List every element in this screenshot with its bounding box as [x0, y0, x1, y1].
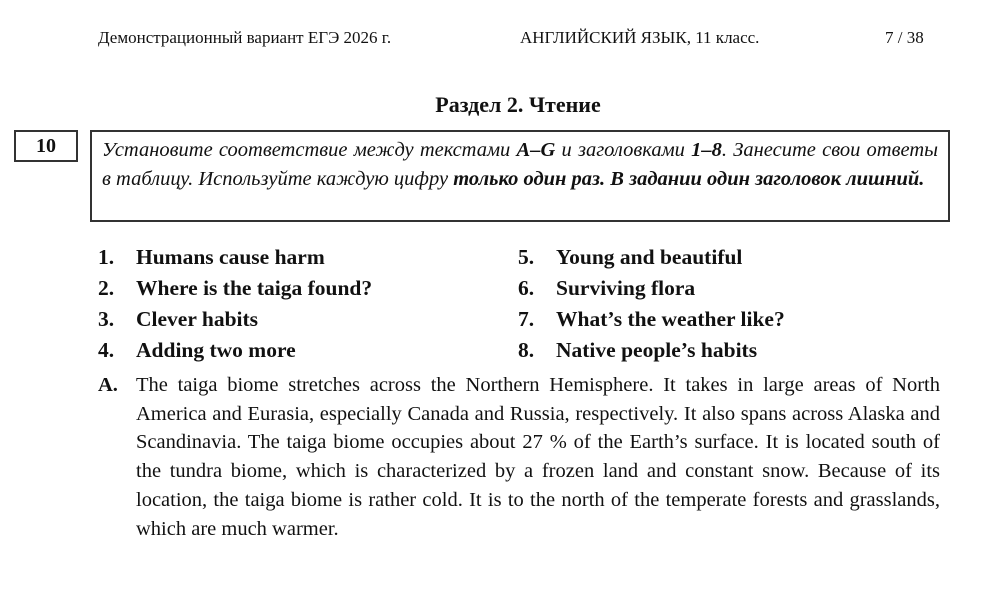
- heading-number: 5.: [518, 245, 535, 269]
- heading-item: [518, 273, 695, 304]
- heading-item: [98, 304, 258, 335]
- heading-item: [518, 335, 757, 366]
- text-body: The taiga biome stretches across the Northern Hemisphere. It takes in large areas of North America and Eurasia, especially Canada and Russia, respectively. It also spans across Alaska and Scandinavia. The taiga biome occupies about 27 % of the Earth’s surface. It is located south of the tundra biome, which is characterized by a frozen land and constant snow. Because of its location, the taiga biome is rather cold. It is to the north of the temperate forests and grasslands, which are much warmer.: [136, 374, 940, 540]
- instruction-text: . Занесите свои ответы в таблицу. Используйте каждую цифру: [102, 139, 939, 190]
- heading-text: Native people’s habits: [556, 338, 758, 362]
- heading-item: [98, 242, 325, 273]
- instruction-emphasis: только один раз. В задании один заголовок лишний.: [453, 168, 925, 190]
- heading-text: Surviving flora: [556, 276, 696, 300]
- text-letter: A.: [98, 374, 118, 396]
- heading-text: Where is the taiga found?: [136, 276, 373, 300]
- heading-number: 4.: [98, 338, 115, 362]
- subject-title: АНГЛИЙСКИЙ ЯЗЫК, 11 класс.: [520, 28, 760, 47]
- instruction-text: и заголовками: [555, 139, 692, 161]
- heading-item: [518, 304, 785, 335]
- task-instruction: [90, 130, 950, 222]
- heading-number: 7.: [518, 307, 535, 331]
- task-number: 10: [14, 130, 78, 162]
- heading-number: 6.: [518, 276, 535, 300]
- instruction-text-range: A–G: [516, 139, 556, 161]
- heading-text: Clever habits: [136, 307, 259, 331]
- instruction-heading-range: 1–8: [691, 139, 722, 161]
- page-header: [0, 28, 1000, 52]
- page-number: 7 / 38: [885, 28, 924, 47]
- heading-item: [98, 335, 296, 366]
- heading-number: 1.: [98, 245, 115, 269]
- heading-text: Adding two more: [136, 338, 296, 362]
- heading-number: 3.: [98, 307, 115, 331]
- heading-item: [518, 242, 742, 273]
- exam-title: Демонстрационный вариант ЕГЭ 2026 г.: [98, 28, 392, 47]
- section-title: Раздел 2. Чтение: [435, 92, 601, 117]
- heading-text: Young and beautiful: [556, 245, 743, 269]
- heading-text: What’s the weather like?: [556, 307, 785, 331]
- text-a: [98, 371, 940, 543]
- heading-number: 2.: [98, 276, 115, 300]
- heading-text: Humans cause harm: [136, 245, 325, 269]
- instruction-text: Установите соответствие между текстами: [102, 139, 517, 161]
- heading-item: [98, 273, 372, 304]
- heading-number: 8.: [518, 338, 535, 362]
